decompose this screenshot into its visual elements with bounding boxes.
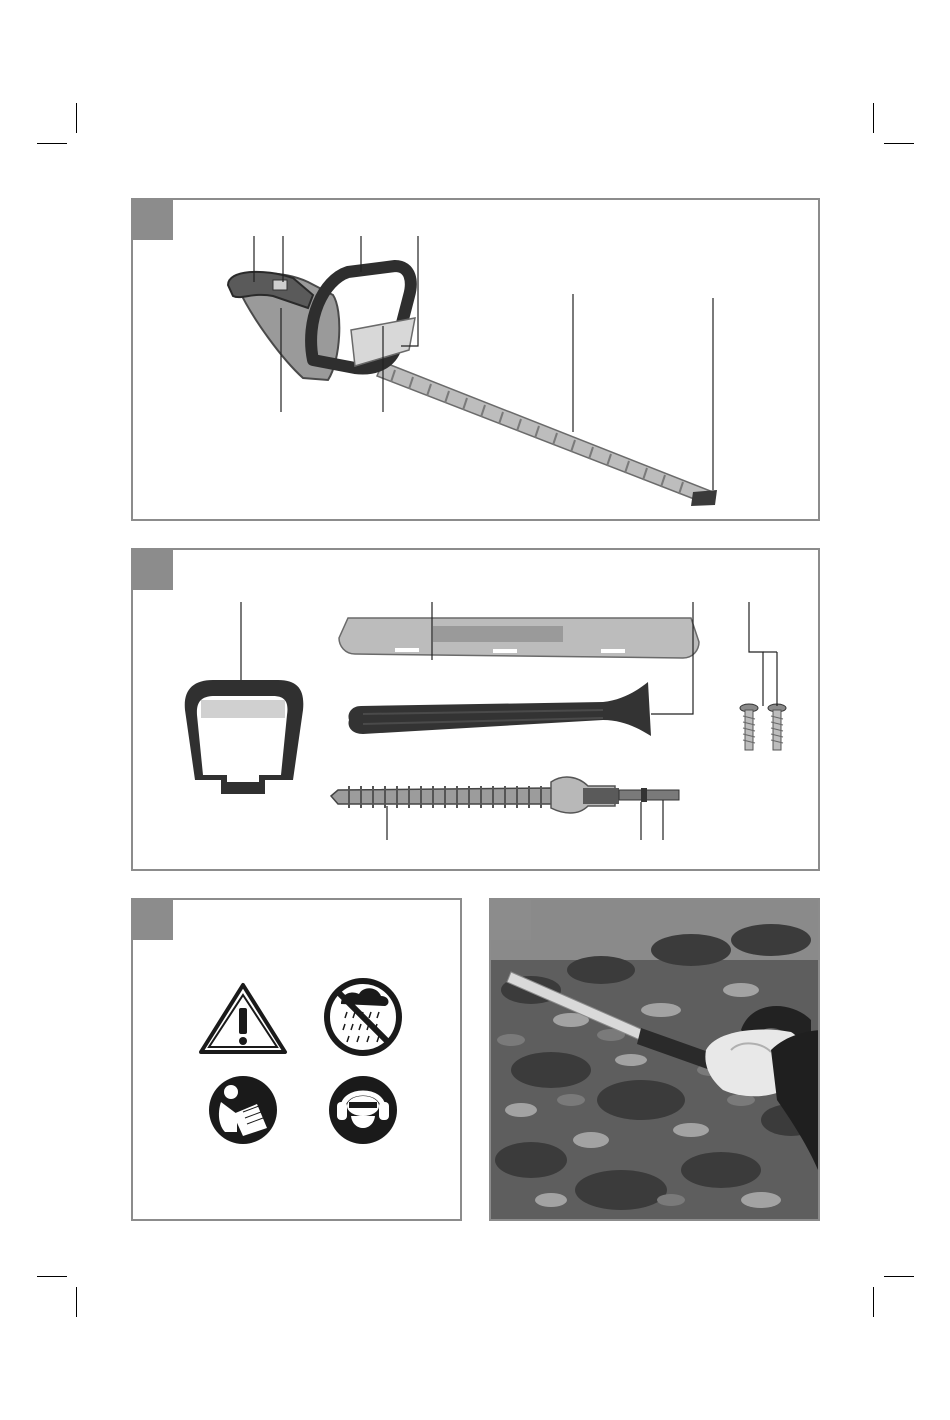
- crop-mark-top-left-h: [37, 143, 67, 144]
- blade-cover-part: [349, 682, 652, 736]
- screws-part: [740, 704, 786, 750]
- bow-handle-part: [185, 680, 304, 794]
- crop-mark-top-left-v: [76, 103, 77, 133]
- figure-4-panel: [489, 898, 820, 1221]
- no-rain-icon: [327, 981, 399, 1053]
- crop-mark-top-right-v: [873, 103, 874, 133]
- warning-icon: [201, 985, 285, 1052]
- crop-mark-bottom-right-h: [884, 1276, 914, 1277]
- crop-mark-top-right-h: [884, 143, 914, 144]
- hedge-trimmer-illustration: [133, 200, 820, 521]
- crop-mark-bottom-left-h: [37, 1276, 67, 1277]
- figure-1-panel: [131, 198, 820, 521]
- safety-symbols: [133, 900, 462, 1221]
- parts-illustration: [133, 550, 820, 871]
- crop-mark-bottom-right-v: [873, 1287, 874, 1317]
- hedge-trimming-photo: [491, 900, 820, 1221]
- crop-mark-bottom-left-v: [76, 1287, 77, 1317]
- protective-gear-icon: [329, 1076, 397, 1144]
- read-manual-icon: [209, 1076, 277, 1144]
- figure-2-panel: [131, 548, 820, 871]
- figure-3-panel: [131, 898, 462, 1221]
- figure-4-tag: [491, 900, 531, 940]
- blade-unit-part: [331, 777, 679, 813]
- hand-guard-part: [339, 618, 699, 658]
